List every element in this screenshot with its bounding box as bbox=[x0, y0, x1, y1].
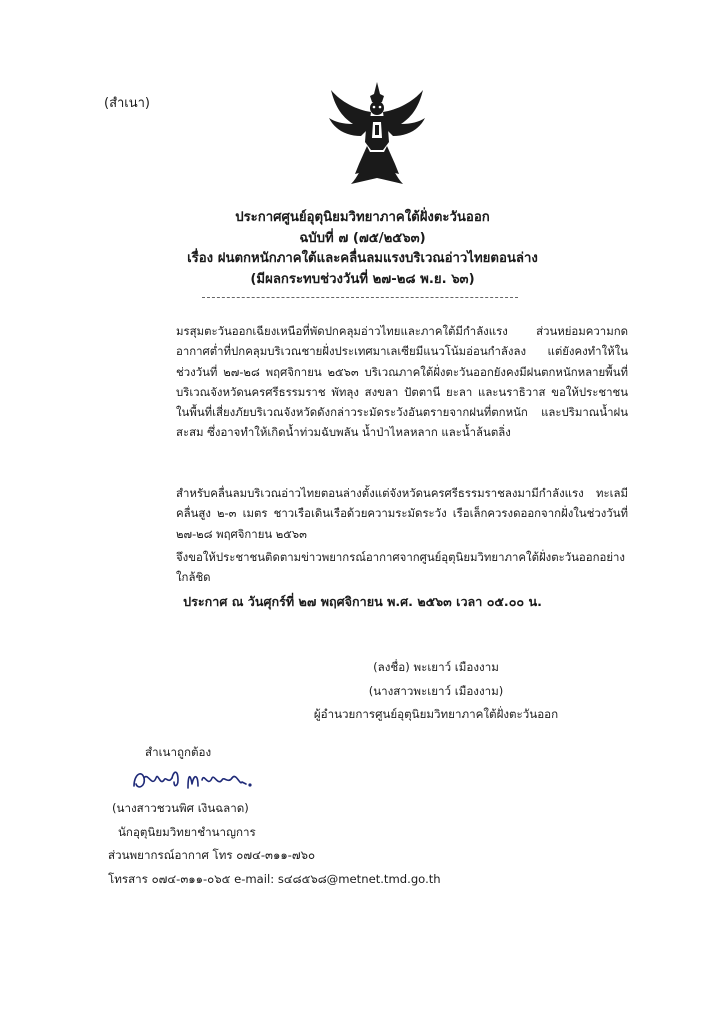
announcement-header bbox=[0, 208, 725, 290]
header-issue-number: ฉบับที่ ๗ (๗๕/๒๕๖๓) bbox=[299, 230, 426, 246]
signatory-signed: (ลงชื่อ) พะเยาว์ เมืองงาม bbox=[373, 660, 499, 674]
body-paragraph-3 bbox=[108, 547, 628, 588]
header-divider bbox=[202, 297, 518, 298]
contact-fax-email: โทรสาร ๐๗๔-๓๑๑-๐๖๕ e-mail: s๔๘๕๖๘@metnet.tmd.go.th bbox=[108, 871, 441, 886]
certified-copy-title: สำเนาถูกต้อง bbox=[145, 745, 212, 759]
contact-phone: ส่วนพยากรณ์อากาศ โทร ๐๗๔-๓๑๑-๗๖๐ bbox=[108, 848, 316, 862]
signatory-full-name: (นางสาวพะเยาว์ เมืองงาม) bbox=[368, 683, 504, 698]
header-impact-period: (มีผลกระทบช่วงวันที่ ๒๗-๒๘ พ.ย. ๖๓) bbox=[250, 271, 475, 287]
paragraph-text: มรสุมตะวันออกเฉียงเหนือที่พัดปกคลุมอ่าวไทยและภาคใต้มีกำลังแรง ส่วนหย่อมความกดอากาศต่ำที่ปกคลุมบริเวณชายฝั่งประเทศมาเลเซียมีแนวโน้มอ่อนกำลังลง แต่ยังคงทำให้ในช่วงวันที่ ๒๗-๒๘ พฤศจิกายน ๒๕๖๓ บริเวณภาคใต้ฝั่งตะวันออกยังคงมีฝนตกหนักหลายพื้นที่บริเวณจังหวัดนครศรีธรรมราช พัทลุง สงขลา ปัตตานี ยะลา และนราธิวาส ขอให้ประชาชนในพื้นที่เสี่ยงภัยบริเวณจังหวัดดังกล่าวระมัดระวังอันตรายจากฝนที่ตกหนัก และปริมาณน้ำฝนสะสม ซึ่งอาจทำให้เกิดน้ำท่วมฉับพลัน น้ำป่าไหลหลาก และน้ำล้นตลิ่ง bbox=[176, 324, 628, 440]
certifier-name: (นางสาวชวนพิศ เงินฉลาด) bbox=[112, 801, 249, 815]
announcement-date: ประกาศ ณ วันศุกร์ที่ ๒๗ พฤศจิกายน พ.ศ. ๒๕๖๓ เวลา ๐๕.๐๐ น. bbox=[183, 594, 542, 609]
paragraph-text: สำหรับคลื่นลมบริเวณอ่าวไทยตอนล่างตั้งแต่จังหวัดนครศรีธรรมราชลงมามีกำลังแรง ทะเลมีคลื่นสูง ๒-๓ เมตร ชาวเรือเดินเรือด้วยความระมัดระวัง เรือเล็กควรงดออกจากฝั่งในช่วงวันที่ ๒๗-๒๘ พฤศจิกายน ๒๕๖๓ bbox=[176, 486, 628, 541]
paragraph-text: จึงขอให้ประชาชนติดตามข่าวพยากรณ์อากาศจากศูนย์อุตุนิยมวิทยาภาคใต้ฝั่งตะวันออกอย่างใกล้ชิด bbox=[176, 550, 625, 585]
body-paragraph-1 bbox=[108, 321, 628, 443]
copy-mark: (สำเนา) bbox=[104, 96, 151, 111]
signatory-position: ผู้อำนวยการศูนย์อุตุนิยมวิทยาภาคใต้ฝั่งตะวันออก bbox=[313, 707, 559, 721]
garuda-emblem-icon bbox=[327, 80, 427, 188]
signatory-block bbox=[300, 656, 572, 727]
certified-copy-details bbox=[108, 797, 441, 891]
header-title: ประกาศศูนย์อุตุนิยมวิทยาภาคใต้ฝั่งตะวันออก bbox=[235, 210, 490, 225]
handwritten-signature-icon bbox=[128, 764, 258, 798]
certifier-position: นักอุตุนิยมวิทยาชำนาญการ bbox=[118, 824, 256, 839]
header-subject: เรื่อง ฝนตกหนักภาคใต้และคลื่นลมแรงบริเวณอ่าวไทยตอนล่าง bbox=[187, 251, 538, 266]
body-paragraph-2 bbox=[108, 483, 628, 544]
